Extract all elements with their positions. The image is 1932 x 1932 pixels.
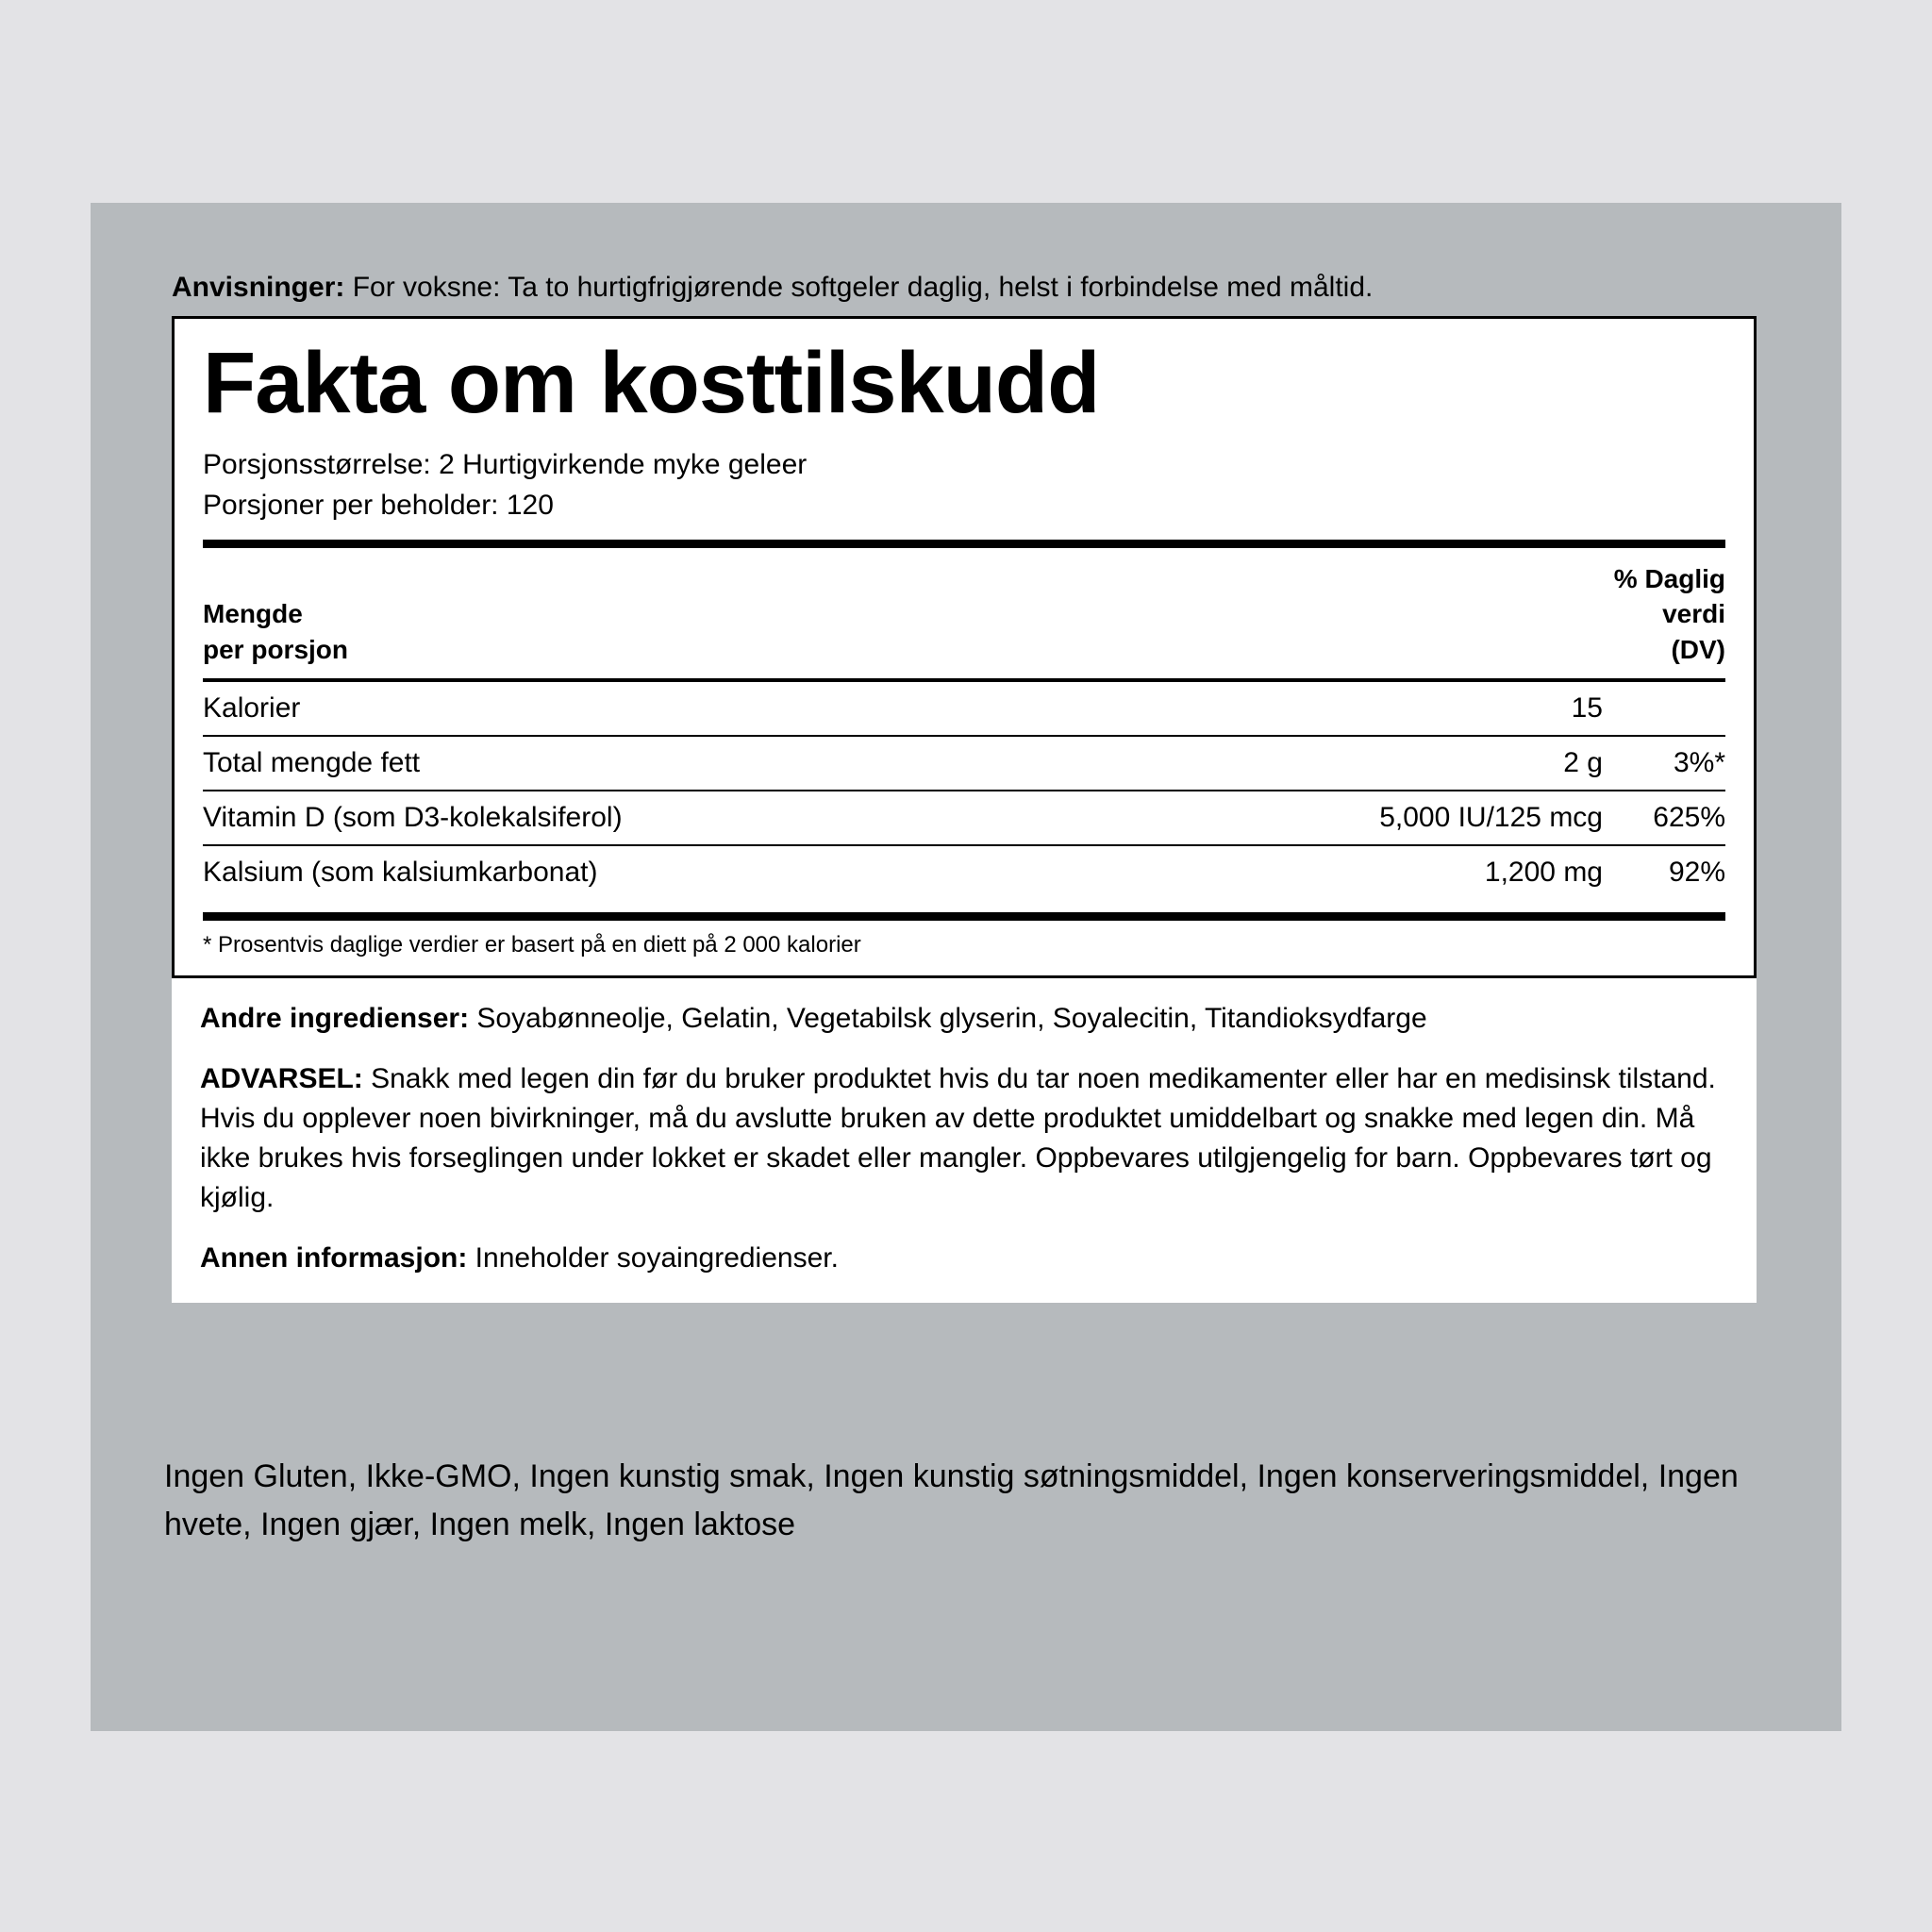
supplement-facts-box — [172, 316, 1757, 978]
header-amount-line1: Mengde — [203, 599, 303, 629]
nutrition-table — [203, 548, 1725, 678]
other-ingredients-paragraph — [200, 999, 1728, 1039]
nutrient-amount: 2 g — [1116, 736, 1603, 791]
nutrient-dv: 3%* — [1603, 736, 1725, 791]
supplement-label-panel — [91, 203, 1841, 1731]
table-row — [203, 682, 1725, 736]
other-information-text: Inneholder soyaingredienser. — [467, 1241, 839, 1274]
serving-size-line: Porsjonsstørrelse: 2 Hurtigvirkende myke geleer — [203, 448, 808, 480]
free-from-claims: Ingen Gluten, Ikke-GMO, Ingen kunstig smak, Ingen kunstig søtningsmiddel, Ingen konserveringsmiddel, Ingen hvete, Ingen gjær, Ingen melk, Ingen laktose — [164, 1458, 1739, 1542]
divider-thick-top — [203, 540, 1725, 548]
other-information-label: Annen informasjon: — [200, 1241, 468, 1274]
nutrient-dv — [1603, 682, 1725, 736]
table-row — [203, 791, 1725, 845]
panel-text-block — [172, 999, 1757, 1303]
nutrient-amount: 1,200 mg — [1116, 845, 1603, 899]
supplement-facts-title: Fakta om kosttilskudd — [203, 335, 1100, 431]
directions-label: Anvisninger: — [172, 272, 345, 303]
warning-text: Snakk med legen din før du bruker produktet hvis du tar noen medikamenter eller har en medisinsk tilstand. Hvis du opplever noen bivirkninger, må du avslutte bruken av dette produktet umiddelbart og snakke med legen din. Må ikke brukes hvis forseglingen under lokket er skadet eller mangler. Oppbevares utilgjengelig for barn. Oppbevares tørt og kjølig. — [200, 1062, 1716, 1213]
nutrient-dv: 92% — [1603, 845, 1725, 899]
header-amount-cell — [203, 548, 1064, 678]
divider-thick-bottom — [203, 912, 1725, 921]
table-row — [203, 736, 1725, 791]
nutrient-dv: 625% — [1603, 791, 1725, 845]
table-header-row — [203, 548, 1725, 678]
nutrient-amount: 5,000 IU/125 mcg — [1116, 791, 1603, 845]
nutrition-rows-table — [203, 682, 1725, 899]
servings-per-container-line: Porsjoner per beholder: 120 — [203, 490, 554, 522]
other-ingredients-label: Andre ingredienser: — [200, 1002, 470, 1034]
header-amount-line2: per porsjon — [203, 635, 349, 665]
header-dv-line2: verdi — [1662, 599, 1725, 629]
other-information-paragraph — [200, 1239, 1728, 1303]
header-dv-line3: (DV) — [1671, 635, 1725, 665]
daily-value-footnote: * Prosentvis daglige verdier er basert på en diett på 2 000 kalorier — [203, 931, 861, 958]
directions-line — [172, 269, 1775, 306]
nutrient-name: Kalorier — [203, 691, 301, 724]
nutrient-name: Vitamin D (som D3-kolekalsiferol) — [203, 791, 1116, 845]
warning-paragraph — [200, 1059, 1728, 1218]
white-info-panel — [172, 316, 1757, 1303]
directions-text: For voksne: Ta to hurtigfrigjørende softgeler daglig, helst i forbindelse med måltid. — [344, 272, 1374, 303]
table-row — [203, 845, 1725, 899]
nutrient-name: Total mengde fett — [203, 736, 1116, 791]
nutrient-name: Kalsium (som kalsiumkarbonat) — [203, 845, 1116, 899]
warning-label: ADVARSEL: — [200, 1062, 363, 1094]
header-dv-cell — [1064, 548, 1725, 678]
header-dv-line1: % Daglig — [1613, 563, 1725, 593]
nutrient-amount: 15 — [1571, 691, 1603, 724]
other-ingredients-text: Soyabønneolje, Gelatin, Vegetabilsk glyserin, Soyalecitin, Titandioksydfarge — [469, 1002, 1427, 1034]
